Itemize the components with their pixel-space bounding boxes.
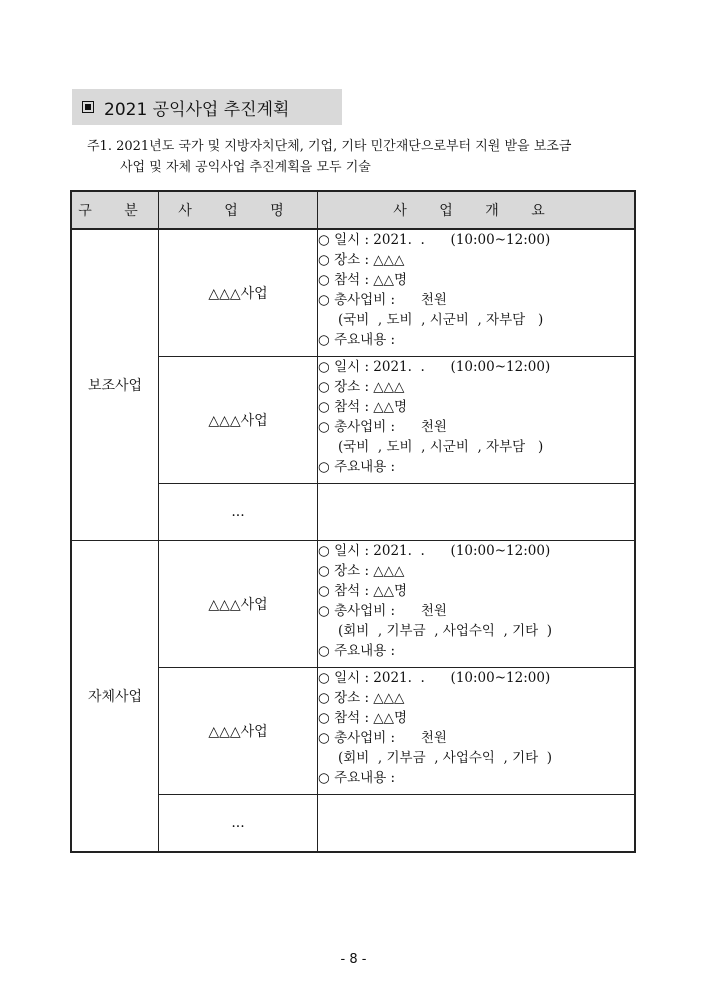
project-detail-cell xyxy=(318,484,636,541)
category-cell: 보조사업 xyxy=(71,229,159,541)
project-name-cell: △△△사업 xyxy=(159,541,318,668)
detail-total-cost: ○ 총사업비 : 천원 xyxy=(318,730,447,746)
project-name-cell: △△△사업 xyxy=(159,357,318,484)
detail-attendees: ○ 참석 : △△명 xyxy=(318,272,408,288)
table-header-row xyxy=(71,191,635,229)
project-detail-cell xyxy=(318,795,636,853)
detail-place: ○ 장소 : △△△ xyxy=(318,252,405,268)
detail-main-content: ○ 주요내용 : xyxy=(318,332,396,348)
page-number: - 8 - xyxy=(340,952,367,967)
project-name-cell: ... xyxy=(159,484,318,541)
detail-main-content: ○ 주요내용 : xyxy=(318,459,396,475)
detail-total-cost: ○ 총사업비 : 천원 xyxy=(318,419,447,435)
detail-date: ○ 일시 : 2021. . (10:00~12:00) xyxy=(318,232,551,248)
project-detail-cell xyxy=(318,541,636,668)
detail-funding: (회비 , 기부금 , 사업수익 , 기타 ) xyxy=(338,623,553,639)
detail-date: ○ 일시 : 2021. . (10:00~12:00) xyxy=(318,670,551,686)
detail-place: ○ 장소 : △△△ xyxy=(318,690,405,706)
detail-place: ○ 장소 : △△△ xyxy=(318,563,405,579)
header-project-name: 사 업 명 xyxy=(159,191,318,229)
detail-funding: (국비 , 도비 , 시군비 , 자부담 ) xyxy=(338,439,544,455)
plan-table xyxy=(70,190,636,853)
project-name-cell: △△△사업 xyxy=(159,229,318,357)
detail-date: ○ 일시 : 2021. . (10:00~12:00) xyxy=(318,359,551,375)
detail-total-cost: ○ 총사업비 : 천원 xyxy=(318,292,447,308)
detail-attendees: ○ 참석 : △△명 xyxy=(318,583,408,599)
header-category: 구 분 xyxy=(71,191,159,229)
table-row xyxy=(71,229,635,357)
note-line-2: 사업 및 자체 공익사업 추진계획을 모두 기술 xyxy=(120,160,371,175)
section-title xyxy=(72,89,342,125)
project-detail-cell xyxy=(318,668,636,795)
project-detail-cell xyxy=(318,357,636,484)
project-name-cell: ... xyxy=(159,795,318,853)
detail-funding: (회비 , 기부금 , 사업수익 , 기타 ) xyxy=(338,750,553,766)
detail-main-content: ○ 주요내용 : xyxy=(318,770,396,786)
table-row xyxy=(71,541,635,668)
note xyxy=(87,136,647,178)
section-title-text: 2021 공익사업 추진계획 xyxy=(104,99,290,120)
project-name-cell: △△△사업 xyxy=(159,668,318,795)
detail-place: ○ 장소 : △△△ xyxy=(318,379,405,395)
detail-attendees: ○ 참석 : △△명 xyxy=(318,710,408,726)
square-bullet-icon xyxy=(82,101,94,113)
note-line-1: 주1. 2021년도 국가 및 지방자치단체, 기업, 기타 민간재단으로부터 지원 받을 보조금 xyxy=(87,139,572,154)
detail-main-content: ○ 주요내용 : xyxy=(318,643,396,659)
category-cell: 자체사업 xyxy=(71,541,159,853)
project-detail-cell xyxy=(318,229,636,357)
detail-funding: (국비 , 도비 , 시군비 , 자부담 ) xyxy=(338,312,544,328)
detail-date: ○ 일시 : 2021. . (10:00~12:00) xyxy=(318,543,551,559)
detail-attendees: ○ 참석 : △△명 xyxy=(318,399,408,415)
header-overview: 사 업 개 요 xyxy=(318,191,636,229)
detail-total-cost: ○ 총사업비 : 천원 xyxy=(318,603,447,619)
